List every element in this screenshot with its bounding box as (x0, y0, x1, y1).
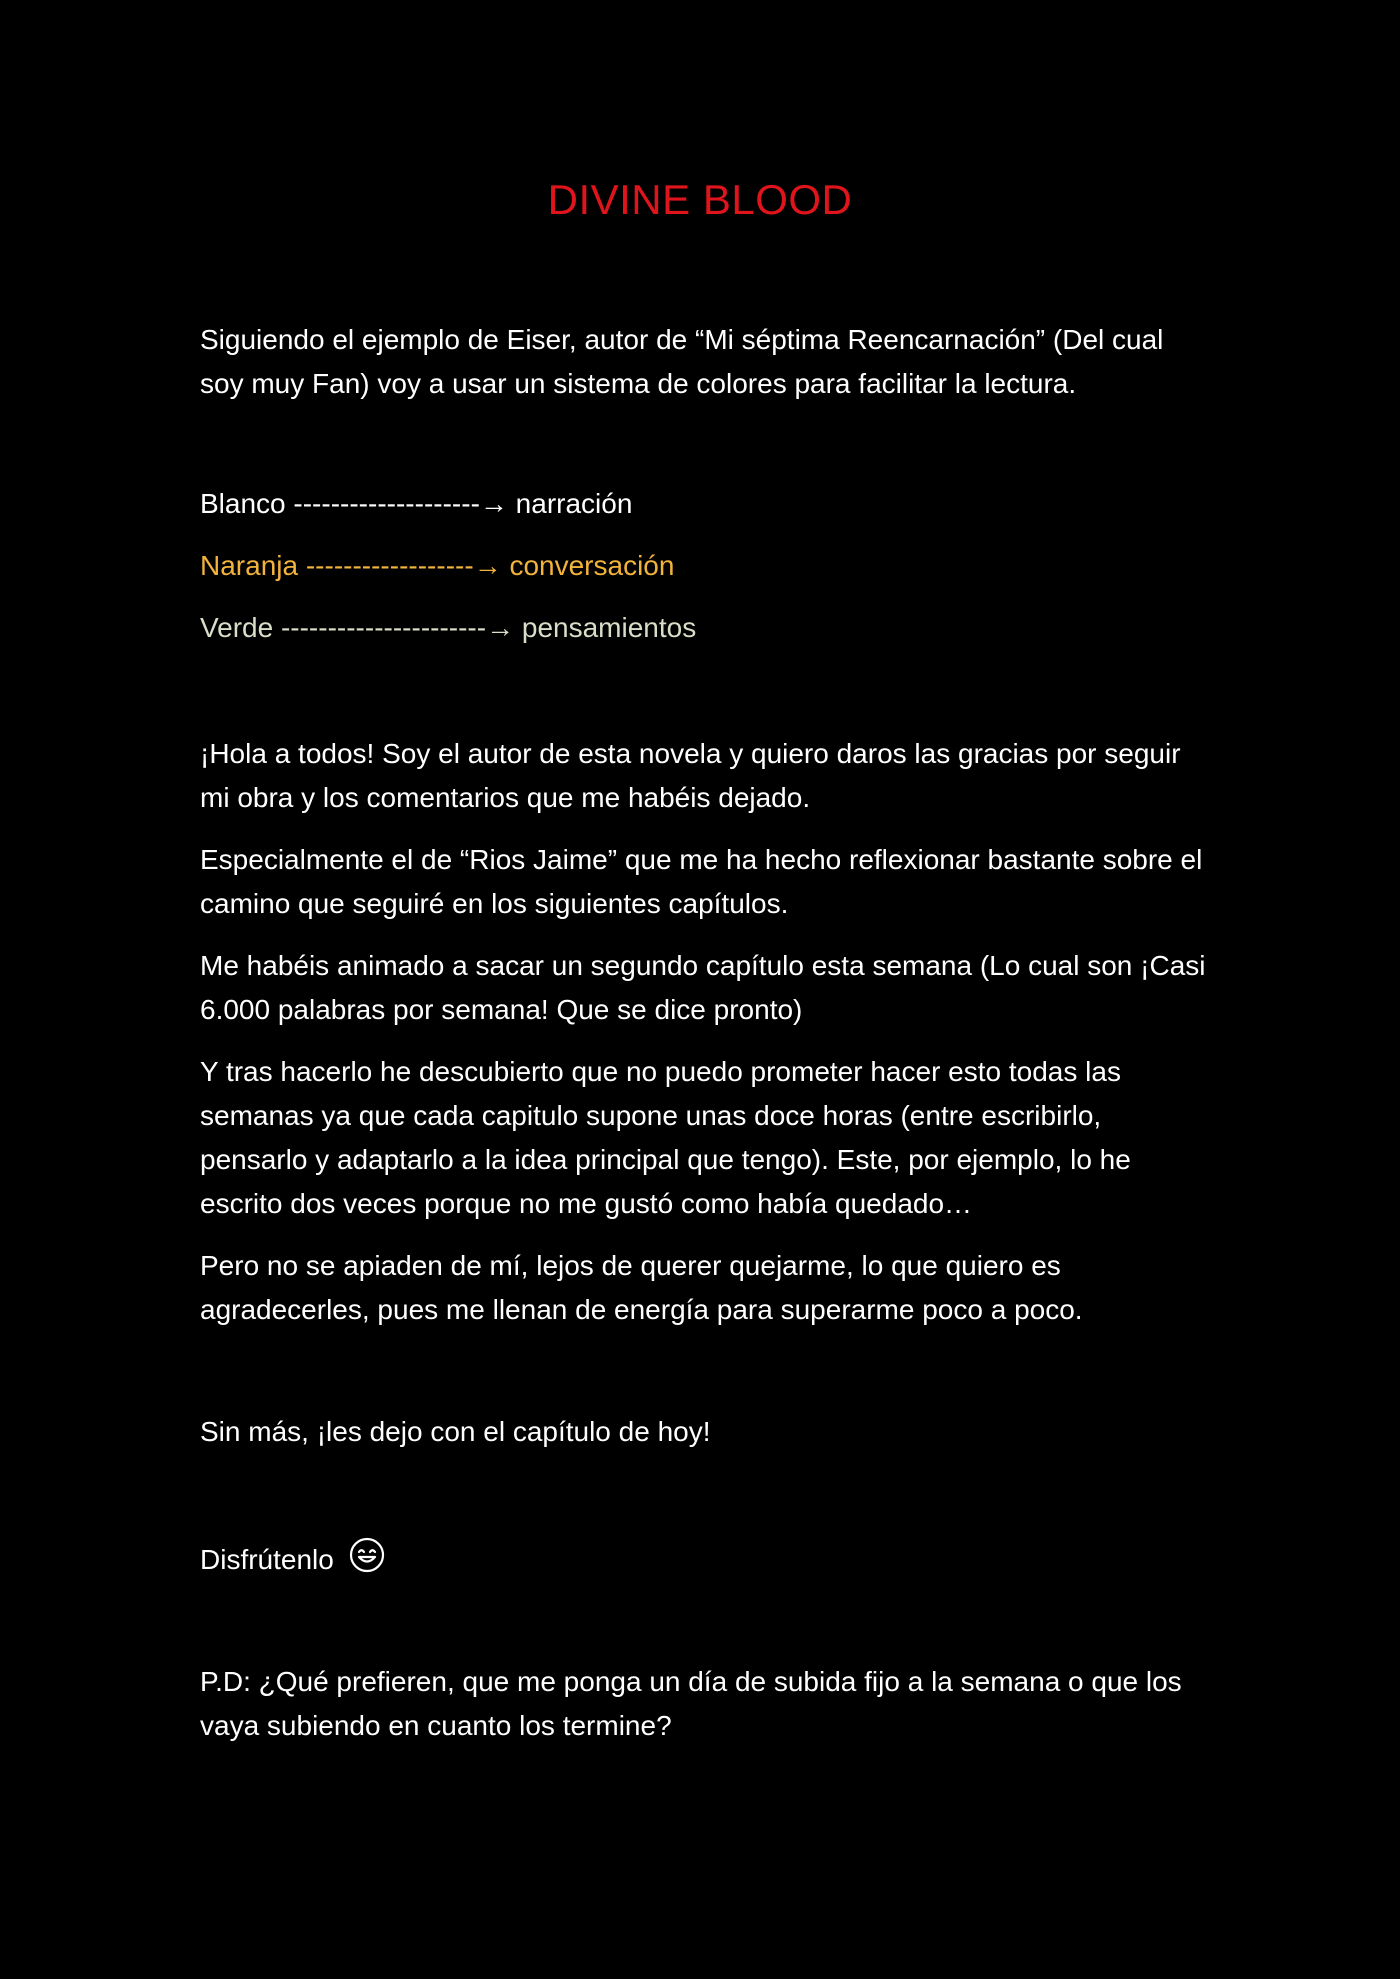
document-title: DIVINE BLOOD (547, 176, 853, 223)
paragraph: Me habéis animado a sacar un segundo capítulo esta semana (Lo cual son ¡Casi 6.000 palabras por semana! Que se dice pronto) (200, 950, 1206, 1025)
legend-meaning: narración (507, 488, 633, 519)
enjoy-text: Disfrútenlo (200, 1543, 334, 1575)
legend-name: Naranja (200, 550, 299, 581)
arrow-right-icon: → (486, 612, 515, 643)
color-legend (200, 482, 1210, 650)
legend-line-white (200, 482, 1210, 526)
paragraph: Pero no se apiaden de mí, lejos de querer quejarme, lo que quiero es agradecerles, pues me llenan de energía para superarme poco a poco. (200, 1250, 1083, 1325)
enjoy-line (200, 1536, 1210, 1587)
legend-name: Verde (200, 612, 274, 643)
legend-dashes: ---------------------- (273, 612, 487, 643)
arrow-right-icon: → (473, 550, 502, 581)
closing-line: Sin más, ¡les dejo con el capítulo de hoy! (200, 1416, 711, 1447)
legend-meaning: conversación (501, 550, 675, 581)
legend-name: Blanco (200, 488, 286, 519)
legend-meaning: pensamientos (514, 612, 697, 643)
paragraph: Especialmente el de “Rios Jaime” que me ha hecho reflexionar bastante sobre el camino que seguiré en los siguientes capítulos. (200, 844, 1203, 919)
legend-dashes: -------------------- (285, 488, 480, 519)
ps-paragraph: P.D: ¿Qué prefieren, que me ponga un día de subida fijo a la semana o que los vaya subiendo en cuanto los termine? (200, 1666, 1182, 1741)
paragraph: ¡Hola a todos! Soy el autor de esta novela y quiero daros las gracias por seguir mi obra y los comentarios que me habéis dejado. (200, 738, 1181, 813)
paragraph: Y tras hacerlo he descubierto que no puedo prometer hacer esto todas las semanas ya que cada capitulo supone unas doce horas (entre escribirlo, pensarlo y adaptarlo a la idea principal que tengo). Este, por ejemplo, lo he escrito dos veces porque no me gustó como había quedado… (200, 1056, 1131, 1219)
intro-paragraph: Siguiendo el ejemplo de Eiser, autor de “Mi séptima Reencarnación” (Del cual soy muy Fan) voy a usar un sistema de colores para facilitar la lectura. (200, 324, 1164, 399)
smiling-face-icon (348, 1536, 386, 1587)
legend-dashes: ------------------ (298, 550, 474, 581)
body-paragraphs (200, 732, 1210, 1332)
legend-line-green (200, 606, 1210, 650)
legend-line-orange (200, 544, 1210, 588)
arrow-right-icon: → (479, 488, 508, 519)
